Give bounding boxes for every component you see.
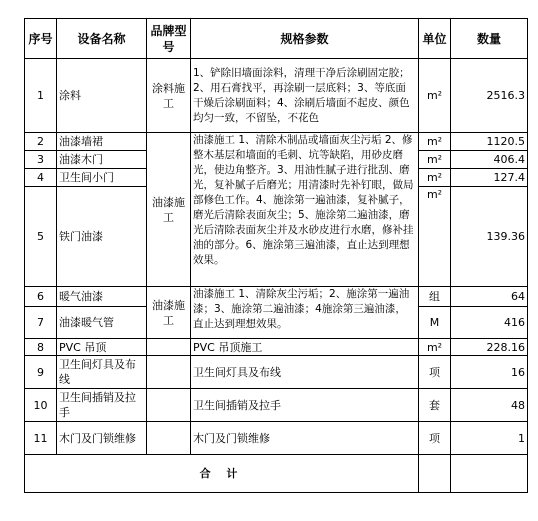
cell-qty: 228.16 [451, 339, 528, 356]
table-row [25, 389, 528, 422]
cell-no: 10 [25, 389, 57, 422]
header-name: 设备名称 [57, 19, 147, 59]
cell-no: 1 [25, 59, 57, 133]
cell-brand-empty [147, 422, 191, 455]
table-row [25, 287, 528, 307]
cell-spec: 卫生间插销及拉手 [191, 389, 419, 422]
cell-brand-empty [147, 389, 191, 422]
table-row [25, 133, 528, 151]
header-brand: 品牌型号 [147, 19, 191, 59]
total-row [25, 455, 528, 493]
cell-unit: m² [419, 169, 451, 187]
cell-name: 涂料 [57, 59, 147, 133]
cell-name: 卫生间插销及拉手 [57, 389, 147, 422]
cell-no: 11 [25, 422, 57, 455]
cell-name: 油漆墙裙 [57, 133, 147, 151]
table-row [25, 339, 528, 356]
cell-qty: 1 [451, 422, 528, 455]
header-spec: 规格参数 [191, 19, 419, 59]
cell-qty: 416 [451, 307, 528, 339]
cell-name: 卫生间小门 [57, 169, 147, 187]
cell-name: 木门及门锁维修 [57, 422, 147, 455]
cell-unit: 项 [419, 422, 451, 455]
header-qty: 数量 [451, 19, 528, 59]
total-qty-empty [451, 455, 528, 493]
cell-name: 卫生间灯具及布线 [57, 356, 147, 389]
cell-name: 油漆木门 [57, 151, 147, 169]
cell-unit: 项 [419, 356, 451, 389]
cell-brand-empty [147, 339, 191, 356]
cell-unit: m² [419, 59, 451, 133]
cell-name: 暖气油漆 [57, 287, 147, 307]
cell-qty: 1120.5 [451, 133, 528, 151]
cell-unit: M [419, 307, 451, 339]
cell-no: 7 [25, 307, 57, 339]
cell-no: 6 [25, 287, 57, 307]
cell-qty: 2516.3 [451, 59, 528, 133]
cell-name: 油漆暖气管 [57, 307, 147, 339]
table-row [25, 59, 528, 133]
cell-brand-empty [147, 356, 191, 389]
header-unit: 单位 [419, 19, 451, 59]
bill-of-quantities-table [24, 18, 528, 493]
total-label: 合 计 [25, 455, 419, 493]
cell-unit: m² [419, 187, 451, 287]
cell-no: 3 [25, 151, 57, 169]
cell-qty: 127.4 [451, 169, 528, 187]
cell-spec: PVC 吊顶施工 [191, 339, 419, 356]
total-unit-empty [419, 455, 451, 493]
cell-no: 2 [25, 133, 57, 151]
cell-unit: m² [419, 133, 451, 151]
cell-spec: 油漆施工 1、清除木制品或墙面灰尘污垢 2、修整木基层和墙面的毛刺、坑等缺陷，用砂皮磨光，使边角整齐。3、用油性腻子进行批刮、磨光，复补腻子后磨光；用清漆时先补钉眼，做局部修色工作。4、施涂第一遍油漆，复补腻子，磨光后清除表面灰尘；5、施涂第二遍油漆，磨光后清除表面灰尘并及水砂皮进行水磨，修补挂油的部分。6、施涂第三遍油漆，直止达到理想效果。 [191, 133, 419, 287]
cell-name: PVC 吊顶 [57, 339, 147, 356]
cell-no: 4 [25, 169, 57, 187]
cell-spec: 卫生间灯具及布线 [191, 356, 419, 389]
table-row [25, 422, 528, 455]
cell-unit: m² [419, 339, 451, 356]
cell-unit: 组 [419, 287, 451, 307]
cell-brand: 油漆施工 [147, 287, 191, 339]
cell-unit: m² [419, 151, 451, 169]
cell-qty: 48 [451, 389, 528, 422]
cell-no: 5 [25, 187, 57, 287]
cell-spec: 木门及门锁维修 [191, 422, 419, 455]
header-no: 序号 [25, 19, 57, 59]
cell-no: 8 [25, 339, 57, 356]
cell-brand: 油漆施工 [147, 133, 191, 287]
header-row [25, 19, 528, 59]
cell-qty: 16 [451, 356, 528, 389]
cell-spec: 油漆施工 1、清除灰尘污垢；2、施涂第一遍油漆；3、施涂第二遍油漆；4施涂第三遍油漆，直止达到理想效果。 [191, 287, 419, 339]
cell-qty: 406.4 [451, 151, 528, 169]
cell-name: 铁门油漆 [57, 187, 147, 287]
table-row [25, 356, 528, 389]
cell-qty: 139.36 [451, 187, 528, 287]
cell-no: 9 [25, 356, 57, 389]
cell-qty: 64 [451, 287, 528, 307]
cell-unit: 套 [419, 389, 451, 422]
cell-spec: 1、铲除旧墙面涂料，清理干净后涂刷固定胶；2、用石膏找平，再涂刷一层底料；3、等底面干燥后涂刷面料；4、涂刷后墙面不起皮、颜色均匀一致，不留坠，不花色 [191, 59, 419, 133]
cell-brand: 涂料施工 [147, 59, 191, 133]
